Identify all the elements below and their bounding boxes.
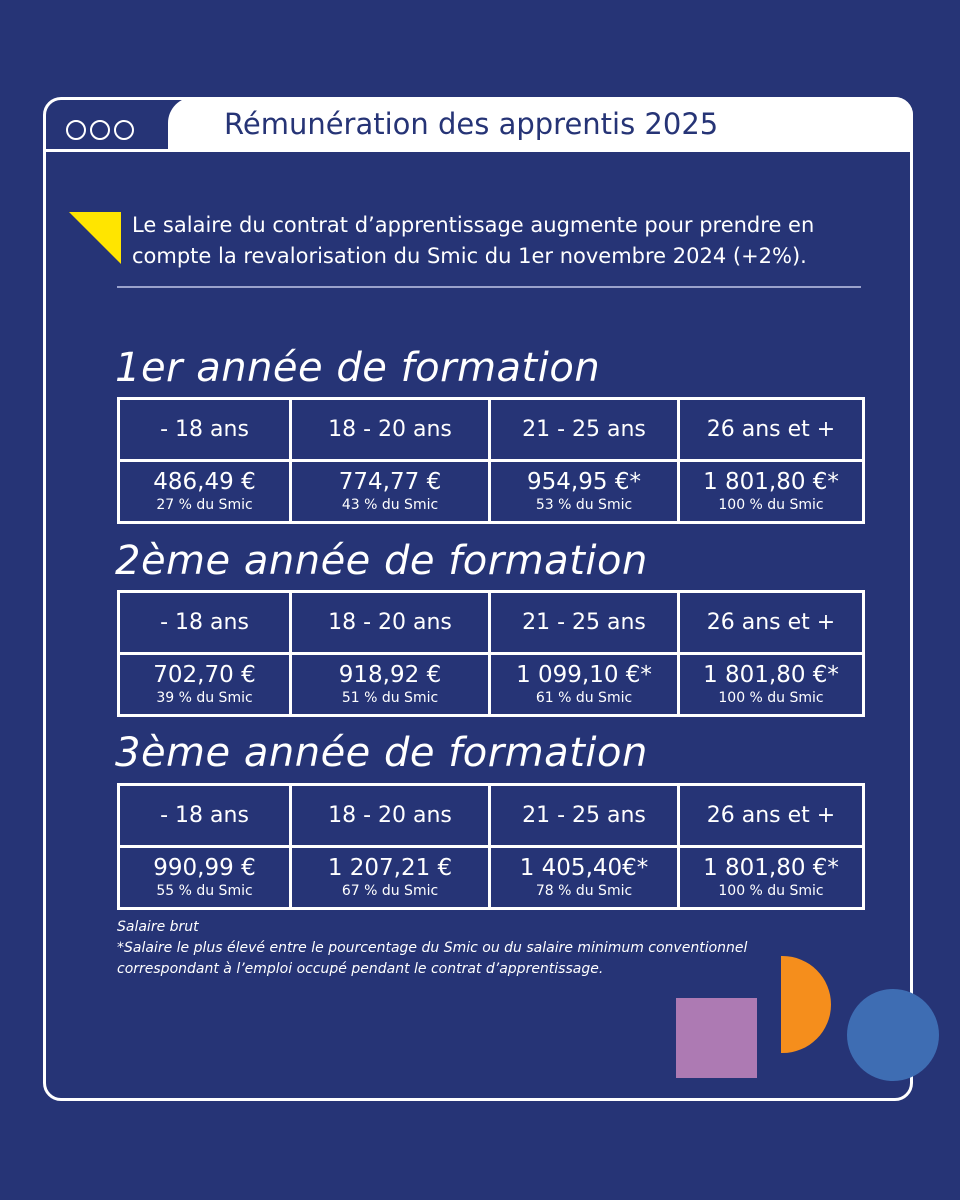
footnote-asterisk: *Salaire le plus élevé entre le pourcentage du Smic ou du salaire minimum conventionnel correspondant à l’emploi occupé pendant le contrat d’apprentissage. — [117, 940, 748, 977]
purple-square-shape — [676, 998, 757, 1078]
salary-cell — [679, 654, 864, 716]
table-header-row — [119, 399, 864, 461]
age-bracket-cell: 26 ans et + — [679, 785, 864, 847]
salary-amount: 990,99 € — [153, 855, 256, 881]
salary-cell — [679, 847, 864, 909]
salary-amount: 1 801,80 €* — [703, 855, 839, 881]
salary-cell — [291, 847, 490, 909]
salary-cell — [119, 654, 291, 716]
title-tab — [168, 97, 913, 152]
salary-amount: 954,95 €* — [527, 469, 641, 495]
age-bracket-cell: 18 - 20 ans — [291, 399, 490, 461]
divider — [117, 286, 861, 288]
year-1-title: 1er année de formation — [115, 345, 601, 391]
salary-cell — [490, 654, 679, 716]
smic-percentage: 27 % du Smic — [156, 497, 253, 513]
smic-percentage: 51 % du Smic — [341, 690, 439, 706]
salary-cell — [490, 847, 679, 909]
salary-table-year-2 — [117, 590, 865, 717]
salary-cell — [119, 461, 291, 523]
window-dot-icon — [114, 120, 134, 140]
window-controls — [66, 120, 134, 140]
table-header-row — [119, 785, 864, 847]
age-bracket-cell: 21 - 25 ans — [490, 592, 679, 654]
age-bracket-cell: 26 ans et + — [679, 592, 864, 654]
salary-cell — [490, 461, 679, 523]
age-bracket-cell: 21 - 25 ans — [490, 785, 679, 847]
salary-amount: 1 801,80 €* — [703, 469, 839, 495]
salary-cell — [291, 654, 490, 716]
salary-amount: 774,77 € — [338, 469, 442, 495]
age-bracket-cell: - 18 ans — [119, 592, 291, 654]
salary-amount: 1 801,80 €* — [703, 662, 839, 688]
salary-amount: 1 099,10 €* — [516, 662, 652, 688]
table-row — [119, 847, 864, 909]
table-row — [119, 654, 864, 716]
footnote — [117, 917, 817, 980]
page-title: Rémunération des apprentis 2025 — [224, 107, 719, 141]
blue-circle-shape — [847, 989, 939, 1081]
age-bracket-cell: - 18 ans — [119, 399, 291, 461]
smic-percentage: 61 % du Smic — [535, 690, 633, 706]
salary-amount: 918,92 € — [338, 662, 442, 688]
smic-percentage: 53 % du Smic — [535, 497, 633, 513]
window-dot-icon — [66, 120, 86, 140]
intro-text: Le salaire du contrat d’apprentissage augmente pour prendre en compte la revalorisation du Smic du 1er novembre 2024 (+2%). — [132, 213, 815, 268]
table-header-row — [119, 592, 864, 654]
smic-percentage: 55 % du Smic — [156, 883, 253, 899]
smic-percentage: 100 % du Smic — [718, 497, 824, 513]
salary-amount: 1 207,21 € — [327, 855, 453, 881]
table-row — [119, 461, 864, 523]
year-2-title: 2ème année de formation — [115, 538, 648, 584]
smic-percentage: 67 % du Smic — [341, 883, 439, 899]
salary-cell — [679, 461, 864, 523]
smic-percentage: 39 % du Smic — [156, 690, 253, 706]
smic-percentage: 100 % du Smic — [718, 883, 824, 899]
smic-percentage: 43 % du Smic — [341, 497, 439, 513]
salary-table-year-1 — [117, 397, 865, 524]
smic-percentage: 78 % du Smic — [535, 883, 633, 899]
age-bracket-cell: 18 - 20 ans — [291, 785, 490, 847]
age-bracket-cell: 26 ans et + — [679, 399, 864, 461]
smic-percentage: 100 % du Smic — [718, 690, 824, 706]
salary-amount: 486,49 € — [153, 469, 256, 495]
age-bracket-cell: - 18 ans — [119, 785, 291, 847]
window-dot-icon — [90, 120, 110, 140]
salary-amount: 702,70 € — [153, 662, 256, 688]
age-bracket-cell: 21 - 25 ans — [490, 399, 679, 461]
salary-table-year-3 — [117, 783, 865, 910]
footnote-gross: Salaire brut — [117, 919, 199, 935]
salary-amount: 1 405,40€* — [519, 855, 649, 881]
salary-cell — [119, 847, 291, 909]
year-3-title: 3ème année de formation — [115, 730, 648, 776]
salary-cell — [291, 461, 490, 523]
age-bracket-cell: 18 - 20 ans — [291, 592, 490, 654]
